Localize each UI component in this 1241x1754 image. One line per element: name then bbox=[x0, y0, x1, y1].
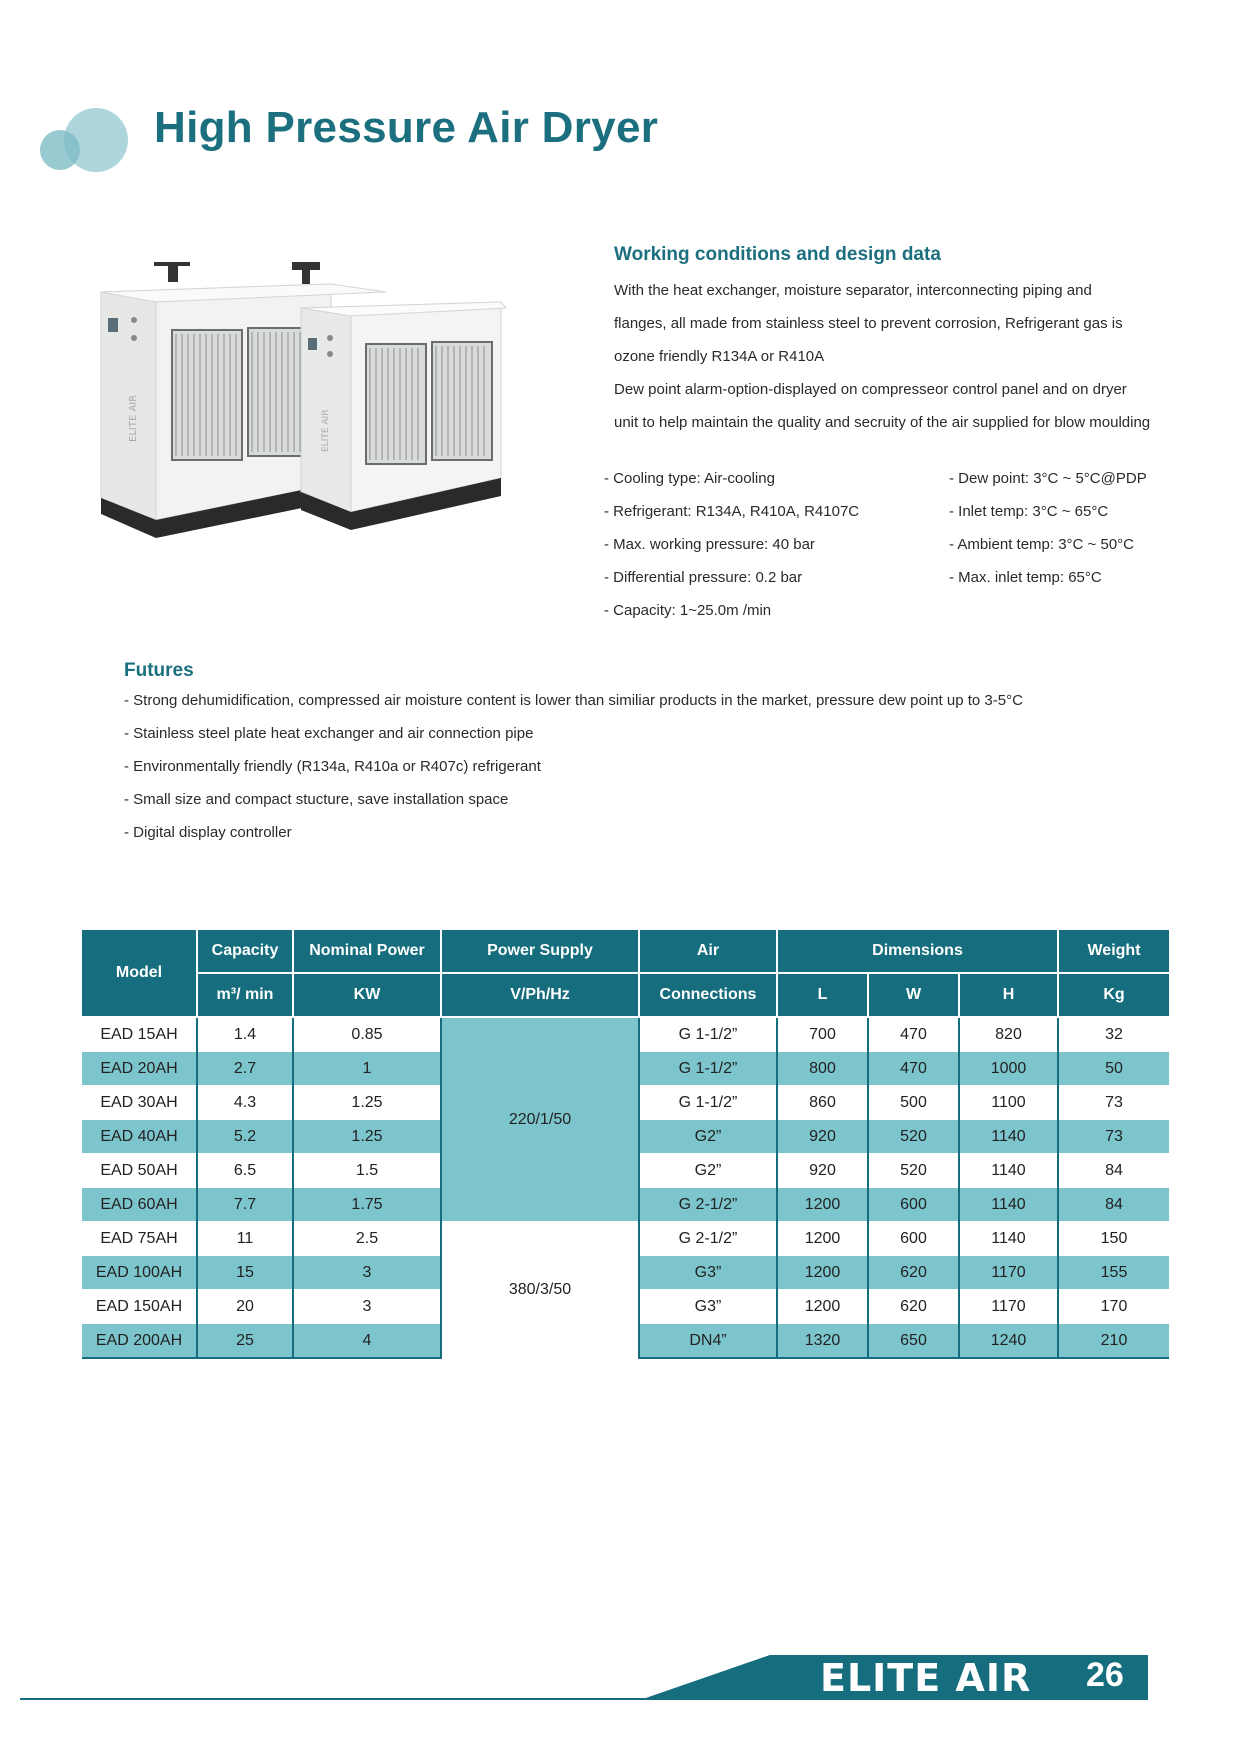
features-section bbox=[124, 660, 1124, 849]
cell-weight: 170 bbox=[1058, 1290, 1169, 1324]
cell-power: 4 bbox=[293, 1324, 441, 1359]
cell-model: EAD 20AH bbox=[82, 1052, 197, 1086]
cell-dim-h: 1000 bbox=[959, 1052, 1058, 1086]
cell-dim-w: 470 bbox=[868, 1017, 959, 1052]
cell-power: 1 bbox=[293, 1052, 441, 1086]
spec-column-left bbox=[604, 462, 859, 627]
header-dim-h: H bbox=[959, 973, 1058, 1017]
cell-capacity: 25 bbox=[197, 1324, 293, 1359]
feature-item: - Strong dehumidification, compressed air moisture content is lower than similiar products in the market, pressure dew point up to 3-5°C bbox=[124, 692, 1023, 709]
cell-model: EAD 15AH bbox=[82, 1017, 197, 1052]
cell-model: EAD 60AH bbox=[82, 1188, 197, 1222]
header-capacity-unit: m³/ min bbox=[197, 973, 293, 1017]
cell-air: G 1-1/2” bbox=[639, 1052, 777, 1086]
spec-item: - Max. inlet temp: 65°C bbox=[949, 569, 1102, 586]
cell-model: EAD 200AH bbox=[82, 1324, 197, 1359]
spec-table bbox=[82, 930, 1169, 1359]
svg-text:ELITE AIR: ELITE AIR bbox=[321, 409, 331, 452]
paragraph-line: flanges, all made from stainless steel to prevent corrosion, Refrigerant gas is bbox=[614, 315, 1123, 332]
cell-weight: 73 bbox=[1058, 1086, 1169, 1120]
cell-model: EAD 40AH bbox=[82, 1120, 197, 1154]
cell-model: EAD 150AH bbox=[82, 1290, 197, 1324]
header-dim-w: W bbox=[868, 973, 959, 1017]
cell-dim-l: 700 bbox=[777, 1017, 868, 1052]
cell-weight: 73 bbox=[1058, 1120, 1169, 1154]
cell-dim-l: 920 bbox=[777, 1154, 868, 1188]
page-title: High Pressure Air Dryer bbox=[154, 103, 659, 152]
cell-dim-l: 1200 bbox=[777, 1222, 868, 1256]
cell-power: 3 bbox=[293, 1256, 441, 1290]
cell-dim-l: 1200 bbox=[777, 1256, 868, 1290]
cell-dim-h: 1140 bbox=[959, 1154, 1058, 1188]
cell-weight: 210 bbox=[1058, 1324, 1169, 1359]
cell-dim-h: 1140 bbox=[959, 1120, 1058, 1154]
paragraph-line: ozone friendly R134A or R410A bbox=[614, 348, 825, 365]
cell-air: G 1-1/2” bbox=[639, 1017, 777, 1052]
feature-item: - Stainless steel plate heat exchanger and air connection pipe bbox=[124, 725, 534, 742]
header-weight: Weight bbox=[1058, 930, 1169, 973]
cell-capacity: 1.4 bbox=[197, 1017, 293, 1052]
cell-weight: 150 bbox=[1058, 1222, 1169, 1256]
cell-dim-w: 620 bbox=[868, 1290, 959, 1324]
spec-item: - Cooling type: Air-cooling bbox=[604, 470, 775, 487]
cell-dim-w: 520 bbox=[868, 1154, 959, 1188]
cell-air: G 2-1/2” bbox=[639, 1222, 777, 1256]
cell-dim-w: 500 bbox=[868, 1086, 959, 1120]
working-heading: Working conditions and design data bbox=[614, 244, 941, 265]
spec-column-right bbox=[949, 462, 1147, 594]
header-dimensions: Dimensions bbox=[777, 930, 1058, 973]
cell-power-supply: 220/1/50 bbox=[441, 1017, 639, 1222]
spec-item: - Differential pressure: 0.2 bar bbox=[604, 569, 803, 586]
feature-item: - Environmentally friendly (R134a, R410a or R407c) refrigerant bbox=[124, 758, 541, 775]
cell-dim-w: 520 bbox=[868, 1120, 959, 1154]
cell-power: 3 bbox=[293, 1290, 441, 1324]
cell-dim-l: 920 bbox=[777, 1120, 868, 1154]
spec-item: - Refrigerant: R134A, R410A, R4107C bbox=[604, 503, 860, 520]
cell-dim-w: 620 bbox=[868, 1256, 959, 1290]
paragraph-line: Dew point alarm-option-displayed on compresseor control panel and on dryer bbox=[614, 381, 1127, 398]
feature-item: - Digital display controller bbox=[124, 824, 292, 841]
cell-air: G3” bbox=[639, 1256, 777, 1290]
cell-air: G 2-1/2” bbox=[639, 1188, 777, 1222]
cell-capacity: 11 bbox=[197, 1222, 293, 1256]
header-air-sub: Connections bbox=[639, 973, 777, 1017]
cell-dim-h: 1170 bbox=[959, 1290, 1058, 1324]
cell-dim-l: 860 bbox=[777, 1086, 868, 1120]
cell-power: 1.5 bbox=[293, 1154, 441, 1188]
cell-dim-h: 1240 bbox=[959, 1324, 1058, 1359]
cell-power: 2.5 bbox=[293, 1222, 441, 1256]
cell-dim-l: 1200 bbox=[777, 1290, 868, 1324]
cell-power: 1.25 bbox=[293, 1086, 441, 1120]
spec-item: - Capacity: 1~25.0m /min bbox=[604, 602, 772, 619]
cell-weight: 50 bbox=[1058, 1052, 1169, 1086]
cell-air: G3” bbox=[639, 1290, 777, 1324]
table-row bbox=[82, 1017, 1169, 1052]
cell-model: EAD 30AH bbox=[82, 1086, 197, 1120]
header-power-unit: KW bbox=[293, 973, 441, 1017]
table-body bbox=[82, 1017, 1169, 1358]
cell-weight: 32 bbox=[1058, 1017, 1169, 1052]
cell-capacity: 7.7 bbox=[197, 1188, 293, 1222]
cell-model: EAD 50AH bbox=[82, 1154, 197, 1188]
cell-weight: 84 bbox=[1058, 1188, 1169, 1222]
header-capacity: Capacity bbox=[197, 930, 293, 973]
features-heading: Futures bbox=[124, 660, 194, 681]
cell-weight: 155 bbox=[1058, 1256, 1169, 1290]
cell-capacity: 15 bbox=[197, 1256, 293, 1290]
feature-list bbox=[124, 684, 1124, 849]
cell-dim-h: 1140 bbox=[959, 1188, 1058, 1222]
cell-dim-w: 600 bbox=[868, 1188, 959, 1222]
cell-capacity: 6.5 bbox=[197, 1154, 293, 1188]
cell-weight: 84 bbox=[1058, 1154, 1169, 1188]
working-conditions bbox=[614, 244, 1194, 439]
feature-item: - Small size and compact stucture, save installation space bbox=[124, 791, 509, 808]
paragraph-line: unit to help maintain the quality and secruity of the air supplied for blow moulding bbox=[614, 414, 1151, 431]
header-supply: Power Supply bbox=[441, 930, 639, 973]
header-air: Air bbox=[639, 930, 777, 973]
page-number: 26 bbox=[1086, 1656, 1124, 1694]
header-model: Model bbox=[82, 930, 197, 1017]
header-weight-unit: Kg bbox=[1058, 973, 1169, 1017]
cell-dim-l: 800 bbox=[777, 1052, 868, 1086]
cell-power: 0.85 bbox=[293, 1017, 441, 1052]
cell-model: EAD 100AH bbox=[82, 1256, 197, 1290]
spec-item: - Inlet temp: 3°C ~ 65°C bbox=[949, 503, 1109, 520]
cell-power: 1.75 bbox=[293, 1188, 441, 1222]
product-image bbox=[96, 262, 566, 592]
cell-capacity: 4.3 bbox=[197, 1086, 293, 1120]
cell-power-supply: 380/3/50 bbox=[441, 1222, 639, 1359]
cell-model: EAD 75AH bbox=[82, 1222, 197, 1256]
header-power: Nominal Power bbox=[293, 930, 441, 973]
cell-air: G 1-1/2” bbox=[639, 1086, 777, 1120]
cell-dim-w: 650 bbox=[868, 1324, 959, 1359]
spec-item: - Dew point: 3°C ~ 5°C@PDP bbox=[949, 470, 1147, 487]
cell-dim-h: 1100 bbox=[959, 1086, 1058, 1120]
working-paragraph bbox=[614, 274, 1194, 439]
header-dim-l: L bbox=[777, 973, 868, 1017]
cell-dim-w: 470 bbox=[868, 1052, 959, 1086]
svg-text:ELITE AIR: ELITE AIR bbox=[128, 394, 139, 442]
cell-air: G2” bbox=[639, 1154, 777, 1188]
decorative-circles bbox=[40, 108, 140, 174]
cell-capacity: 5.2 bbox=[197, 1120, 293, 1154]
cell-power: 1.25 bbox=[293, 1120, 441, 1154]
cell-air: DN4” bbox=[639, 1324, 777, 1359]
cell-dim-l: 1200 bbox=[777, 1188, 868, 1222]
cell-dim-h: 820 bbox=[959, 1017, 1058, 1052]
spec-item: - Max. working pressure: 40 bar bbox=[604, 536, 815, 553]
circle-small bbox=[40, 130, 80, 170]
cell-capacity: 2.7 bbox=[197, 1052, 293, 1086]
header-supply-unit: V/Ph/Hz bbox=[441, 973, 639, 1017]
cell-dim-h: 1170 bbox=[959, 1256, 1058, 1290]
cell-dim-h: 1140 bbox=[959, 1222, 1058, 1256]
spec-item: - Ambient temp: 3°C ~ 50°C bbox=[949, 536, 1134, 553]
table-row bbox=[82, 1222, 1169, 1256]
cell-dim-l: 1320 bbox=[777, 1324, 868, 1359]
paragraph-line: With the heat exchanger, moisture separator, interconnecting piping and bbox=[614, 282, 1092, 299]
brand-logo: ELITE AIR bbox=[820, 1656, 1032, 1700]
cell-air: G2” bbox=[639, 1120, 777, 1154]
cell-dim-w: 600 bbox=[868, 1222, 959, 1256]
cell-capacity: 20 bbox=[197, 1290, 293, 1324]
